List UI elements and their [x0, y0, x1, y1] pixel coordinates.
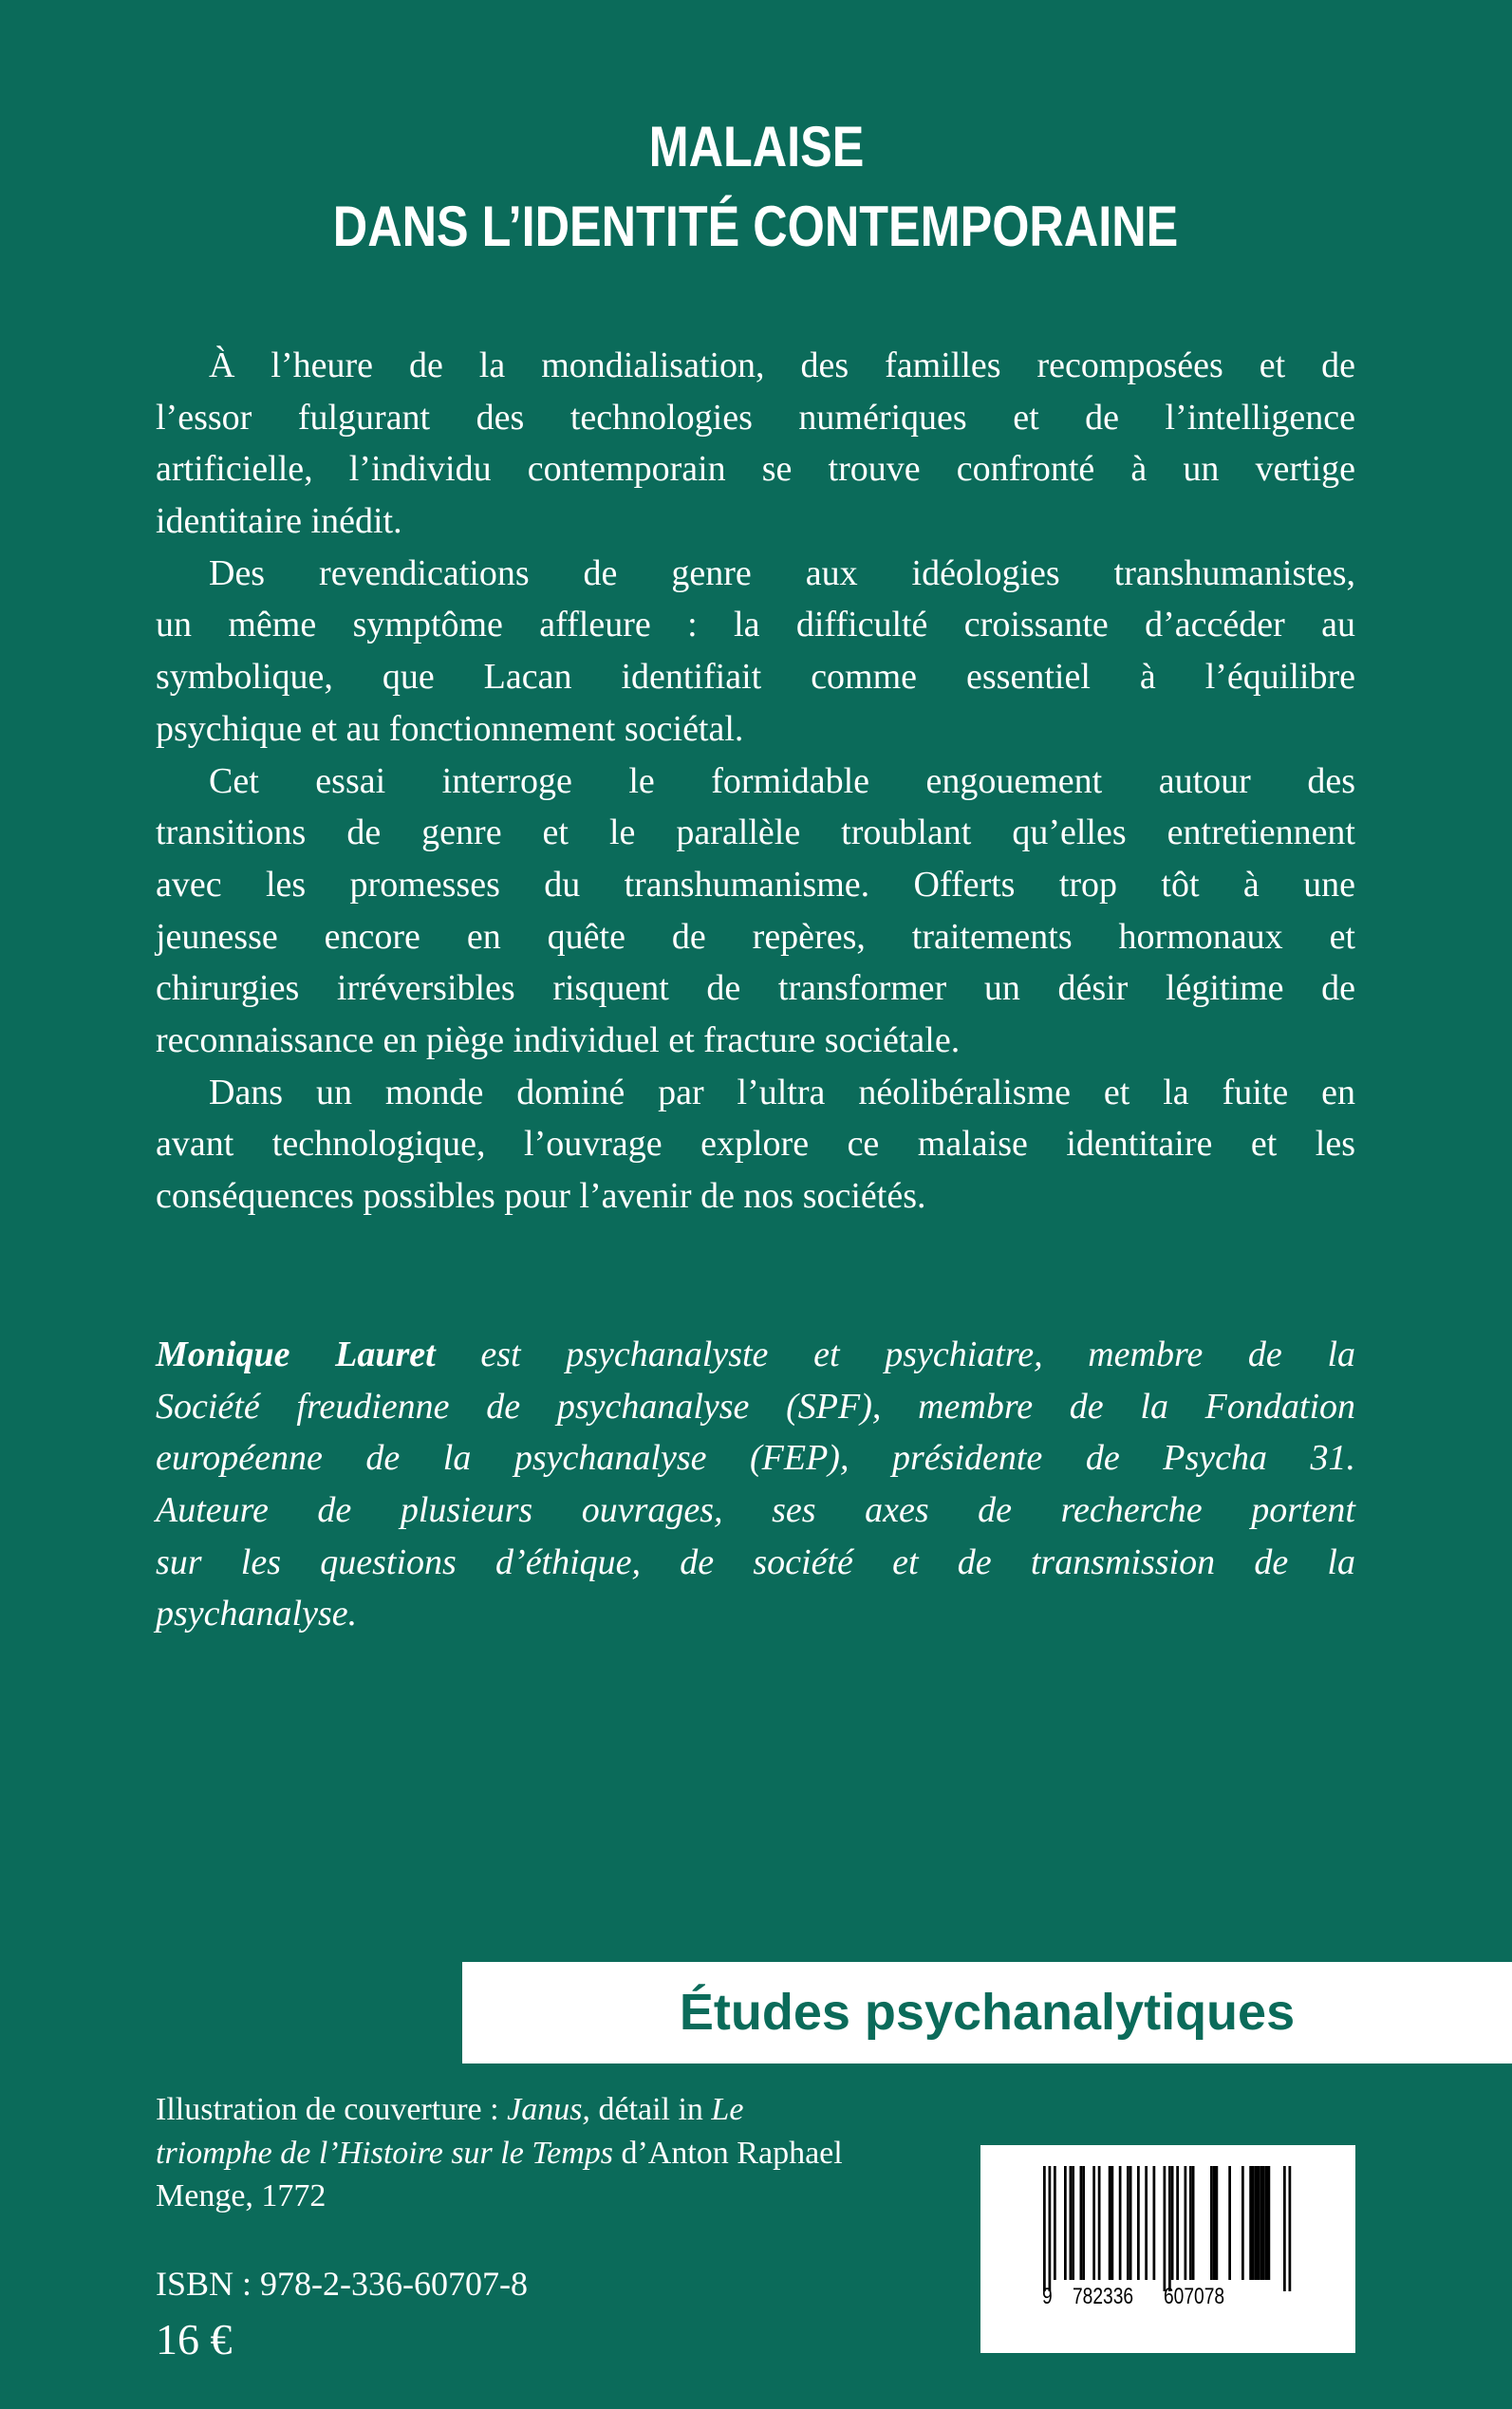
blurb — [156, 340, 1355, 1223]
blurb-line: identitaire inédit. — [156, 501, 402, 542]
blurb-line: conséquences possibles pour l’avenir de nos sociétés. — [156, 1176, 926, 1216]
barcode-bar — [1043, 2166, 1046, 2291]
barcode-bar — [1192, 2166, 1195, 2280]
barcode-bar — [1049, 2166, 1052, 2291]
barcode-bar — [1283, 2166, 1286, 2291]
barcode-bar — [1249, 2166, 1252, 2280]
barcode-bar — [1260, 2166, 1262, 2280]
blurb-line: chirurgies irréversibles risquent de transformer un désir légitime de — [156, 968, 1355, 1009]
barcode-bar — [1241, 2166, 1244, 2280]
book-title-line2: DANS L’IDENTITÉ CONTEMPORAINE — [333, 195, 1179, 258]
blurb-line: avant technologique, l’ouvrage explore ce malaise identitaire et les — [156, 1124, 1355, 1165]
price: 16 € — [156, 2315, 233, 2363]
blurb-line: Dans un monde dominé par l’ultra néolibéralisme et la fuite en — [209, 1072, 1355, 1112]
barcode — [980, 2145, 1355, 2353]
barcode-bar — [1054, 2166, 1056, 2280]
barcode-bar — [1082, 2166, 1085, 2280]
barcode-bar — [1137, 2166, 1140, 2280]
blurb-line: transitions de genre et le parallèle troublant qu’elles entretiennent — [156, 812, 1355, 853]
barcode-bar — [1265, 2166, 1268, 2280]
barcode-bar — [1289, 2166, 1292, 2291]
barcode-bar — [1145, 2166, 1148, 2280]
barcode-bar — [1164, 2166, 1167, 2291]
bio-line: psychanalyse. — [156, 1594, 358, 1634]
blurb-line: un même symptôme affleure : la difficulté croissante d’accéder au — [156, 605, 1355, 645]
barcode-bar — [1072, 2166, 1074, 2280]
barcode-bar — [1119, 2166, 1122, 2280]
blurb-line: l’essor fulgurant des technologies numériques et de l’intelligence — [156, 397, 1355, 438]
barcode-bar — [1070, 2166, 1073, 2280]
barcode-bar — [1109, 2166, 1111, 2280]
barcode-bar — [1185, 2166, 1187, 2280]
blurb-line: Des revendications de genre aux idéologies transhumanistes, — [209, 552, 1355, 593]
cover-credits: Illustration de couverture : Janus, détail in Le triomphe de l’Histoire sur le Temps d’Anton Raphael Menge, 1772 — [156, 2092, 843, 2213]
blurb-line: Cet essai interroge le formidable engouement autour des — [209, 760, 1355, 801]
barcode-bar — [1268, 2166, 1271, 2280]
barcode-bar — [1258, 2166, 1260, 2280]
barcode-bar — [1176, 2166, 1179, 2280]
blurb-line: avec les promesses du transhumanisme. Offerts trop tôt à une — [156, 864, 1355, 905]
barcode-bar — [1111, 2166, 1114, 2280]
isbn: ISBN : 978-2-336-60707-8 — [156, 2265, 528, 2303]
blurb-line: jeunesse encore en quête de repères, traitements hormonaux et — [156, 916, 1355, 957]
barcode-bar — [1252, 2166, 1255, 2280]
barcode-bar — [1064, 2166, 1067, 2280]
barcode-bar — [1098, 2166, 1101, 2280]
barcode-bar — [1153, 2166, 1156, 2280]
blurb-line: À l’heure de la mondialisation, des familles recomposées et de — [209, 345, 1355, 385]
barcode-bar — [1080, 2166, 1083, 2280]
blurb-line: symbolique, que Lacan identifiait comme essentiel à l’équilibre — [156, 657, 1355, 698]
barcode-bar — [1092, 2166, 1095, 2280]
barcode-bar — [1213, 2166, 1216, 2280]
barcode-bars — [980, 2145, 1355, 2353]
bio-line: sur les questions d’éthique, de société et de transmission de la — [156, 1541, 1355, 1582]
barcode-digits-left: 782336 — [1073, 2284, 1134, 2309]
barcode-digits-right: 607078 — [1164, 2284, 1225, 2309]
barcode-bar — [1255, 2166, 1258, 2280]
bio-line: Société freudienne de psychanalyse (SPF), membre de la Fondation — [156, 1386, 1355, 1427]
blurb-line: psychique et au fonctionnement sociétal. — [156, 708, 744, 749]
bio-line: Auteure de plusieurs ouvrages, ses axes de recherche portent — [156, 1490, 1355, 1531]
barcode-bar — [1129, 2166, 1132, 2280]
collection-band — [462, 1962, 1512, 2064]
barcode-bar — [1189, 2166, 1192, 2280]
barcode-bar — [1216, 2166, 1219, 2280]
barcode-bar — [1262, 2166, 1265, 2280]
barcode-bar — [1168, 2166, 1171, 2291]
bio-line: européenne de la psychanalyse (FEP), présidente de Psycha 31. — [156, 1438, 1355, 1479]
barcode-bar — [1171, 2166, 1174, 2280]
barcode-bar — [1127, 2166, 1129, 2280]
author-bio: Monique Lauret est psychanalyste et psychiatre, membre de la Société freudienne de psychanalyse (SPF), membre de la Fondation européenne de la psychanalyse (FEP), présidente de Psycha 31. Auteure de plusieurs ouvrages, ses axes de recherche portent sur les questions d’éthique, de société et de transmission de la psychanalyse. — [156, 1329, 1355, 1640]
blurb-line: reconnaissance en piège individuel et fracture sociétale. — [156, 1019, 961, 1060]
author-name: Monique Lauret — [156, 1335, 436, 1374]
barcode-bar — [1210, 2166, 1213, 2280]
barcode-digit-first: 9 — [1042, 2284, 1053, 2309]
blurb-line: artificielle, l’individu contemporain se trouve confronté à un vertige — [156, 449, 1355, 490]
collection-name: Études psychanalytiques — [679, 1984, 1296, 2041]
book-title-line1: MALAISE — [648, 115, 864, 178]
barcode-bar — [1228, 2166, 1231, 2280]
